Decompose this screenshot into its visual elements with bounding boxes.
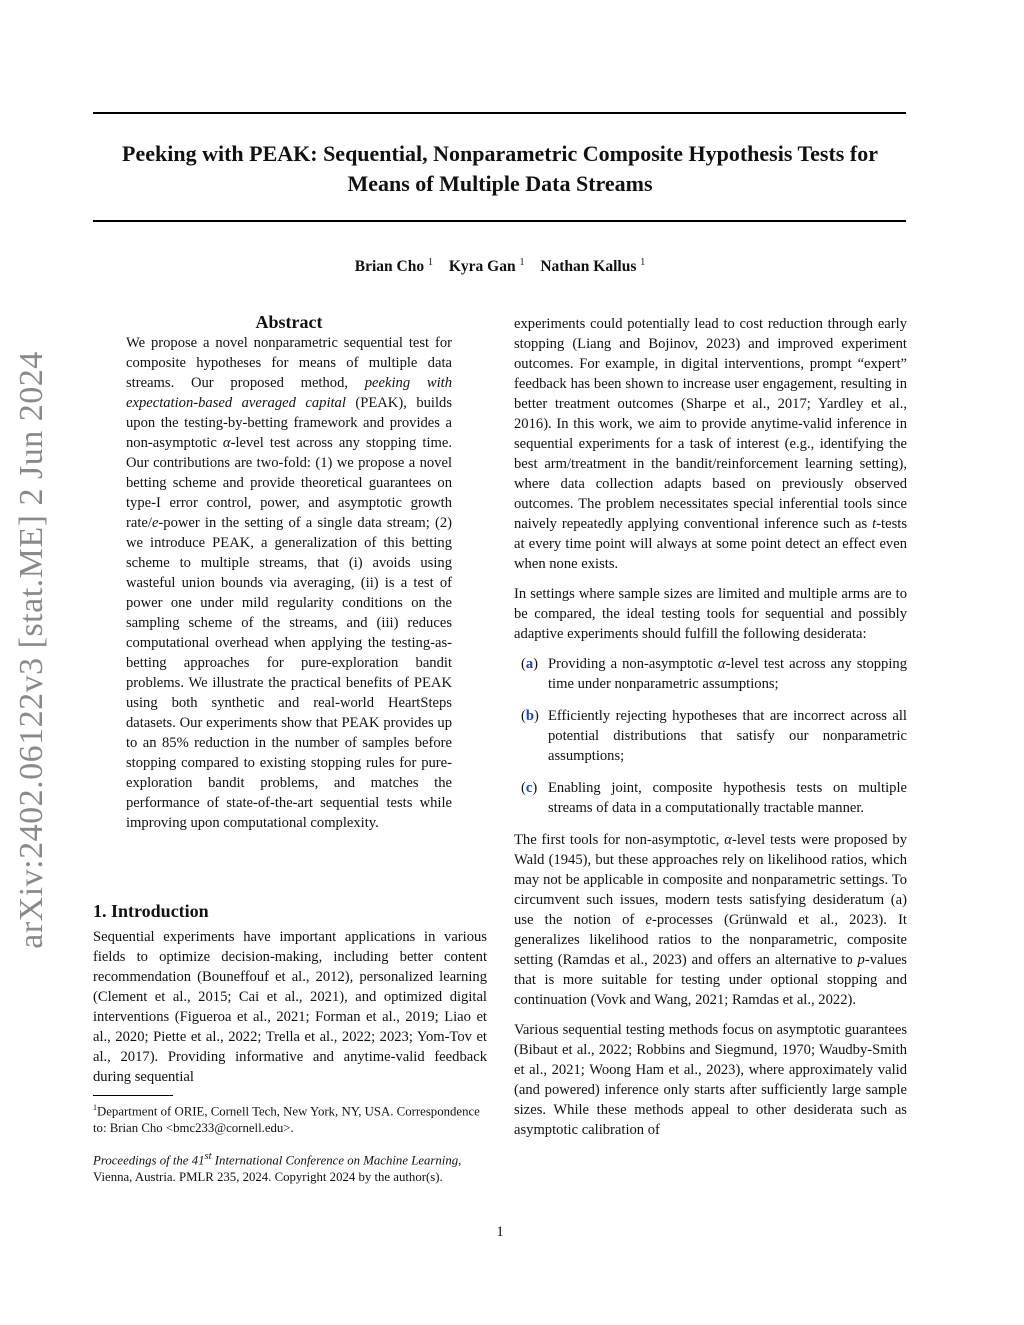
author: Brian Cho $^1$: [354, 257, 433, 276]
list-item: [514, 654, 907, 694]
desiderata-list: [514, 654, 907, 818]
paragraph: The first tools for non-asymptotic, α-level tests were proposed by Wald (1945), but these approaches rely on likelihood ratios, which may not be applicable in composite and nonparametric settings. To circumvent such issues, modern tests satisfying desideratum (a) use the notion of e-processes (Grünwald et al., 2023). It generalizes likelihood ratios to the nonparametric, composite setting (Ramdas et al., 2023) and offers an alternative to p-values that is more suitable for testing under optional stopping and continuation (Vovk and Wang, 2021; Ramdas et al., 2022).: [514, 832, 907, 1008]
item-text: Efficiently rejecting hypotheses that are incorrect across all potential distributions that satisfy our nonparametric assumptions;: [548, 708, 907, 764]
author: Kyra Gan $^1$: [448, 257, 525, 276]
right-column: [514, 314, 907, 1150]
title-rule-top: [93, 112, 906, 114]
author-list: [0, 257, 1000, 276]
item-label: (b): [521, 708, 539, 724]
page-number: 1: [496, 1224, 504, 1240]
paragraph: Various sequential testing methods focus on asymptotic guarantees (Bibaut et al., 2022; Robbins and Siegmund, 1970; Waudby-Smith et al., 2021; Woong Ham et al., 2023), where approximately valid (and powered) inference only starts after sufficiently large sample sizes. While these methods appeal to other desiderata such as asymptotic calibration of: [514, 1022, 907, 1138]
item-label: (a): [521, 656, 539, 672]
arxiv-stamp: arXiv:2402.06122v3 [stat.ME] 2 Jun 2024: [13, 351, 50, 949]
intro-paragraph: Sequential experiments have important applications in various fields to optimize decision-making, including better content recommendation (Bouneffouf et al., 2012), personalized learning (Clement et al., 2015; Cai et al., 2021), and optimized digital interventions (Figueroa et al., 2021; Forman et al., 2019; Liao et al., 2020; Piette et al., 2022; Trella et al., 2022; 2023; Yom-Tov et al., 2017). Providing informative and anytime-valid feedback during sequential: [93, 929, 487, 1085]
affiliation-footnote: $^1$Department of ORIE, Cornell Tech, New York, NY, USA. Correspondence to: Brian Cho <bmc233@cornell.edu>.: [93, 1103, 480, 1136]
item-text: Providing a non-asymptotic α-level test across any stopping time under nonparametric assumptions;: [548, 656, 907, 692]
footnote-divider: [93, 1095, 173, 1096]
list-item: [514, 706, 907, 766]
section-heading-introduction: 1. Introduction: [93, 901, 209, 921]
abstract-text: We propose a novel nonparametric sequential test for composite hypotheses for means of multiple data streams. Our proposed method, peeking with expectation-based averaged capital (PEAK), builds upon the testing-by-betting framework and provides a non-asymptotic α-level test across any stopping time. Our contributions are two-fold: (1) we propose a novel betting scheme and provide theoretical guarantees on type-I error control, power, and asymptotic growth rate/e-power in the setting of a single data stream; (2) we introduce PEAK, a generalization of this betting scheme to multiple streams, that (i) avoids using wasteful union bounds via averaging, (ii) is a test of power one under mild regularity conditions on the sampling scheme of the streams, and (iii) reduces computational overhead when applying the testing-as-betting approaches for pure-exploration bandit problems. We illustrate the practical benefits of PEAK using both synthetic and real-world HeartSteps datasets. Our experiments show that PEAK provides up to an 85% reduction in the number of samples before stopping compared to existing stopping rules for pure-exploration bandit problems, and matches the performance of state-of-the-art sequential tests while improving upon computational complexity.: [126, 335, 452, 831]
abstract-heading: Abstract: [255, 312, 323, 332]
paper-title: [80, 139, 920, 199]
item-label: (c): [521, 780, 538, 796]
item-text: Enabling joint, composite hypothesis tests on multiple streams of data in a computationally tractable manner.: [548, 780, 907, 816]
title-line-1: Peeking with PEAK: Sequential, Nonparametric Composite Hypothesis Tests for: [122, 141, 878, 166]
title-rule-bottom: [93, 220, 906, 222]
proceedings-note: Proceedings of the 41st International Conference on Machine Learning, Vienna, Austria. PMLR 235, 2024. Copyright 2024 by the author(s).: [93, 1151, 462, 1185]
paragraph: experiments could potentially lead to cost reduction through early stopping (Liang and Bojinov, 2023) and improved experiment outcomes. For example, in digital interventions, prompt “expert” feedback has been shown to increase user engagement, resulting in better treatment outcomes (Sharpe et al., 2017; Yardley et al., 2016). In this work, we aim to provide anytime-valid inference in sequential experiments for a task of interest (e.g., identifying the best arm/treatment in the bandit/reinforcement learning setting), where data collection adapts based on previously observed outcomes. The problem necessitates special inferential tools since naively repeatedly applying conventional inference such as t-tests at every time point will always at some point detect an effect even when none exists.: [514, 316, 907, 572]
author: Nathan Kallus $^1$: [540, 257, 646, 276]
title-line-2: Means of Multiple Data Streams: [347, 171, 653, 196]
list-item: [514, 778, 907, 818]
paragraph: In settings where sample sizes are limited and multiple arms are to be compared, the ideal testing tools for sequential and possibly adaptive experiments should fulfill the following desiderata:: [514, 586, 907, 642]
